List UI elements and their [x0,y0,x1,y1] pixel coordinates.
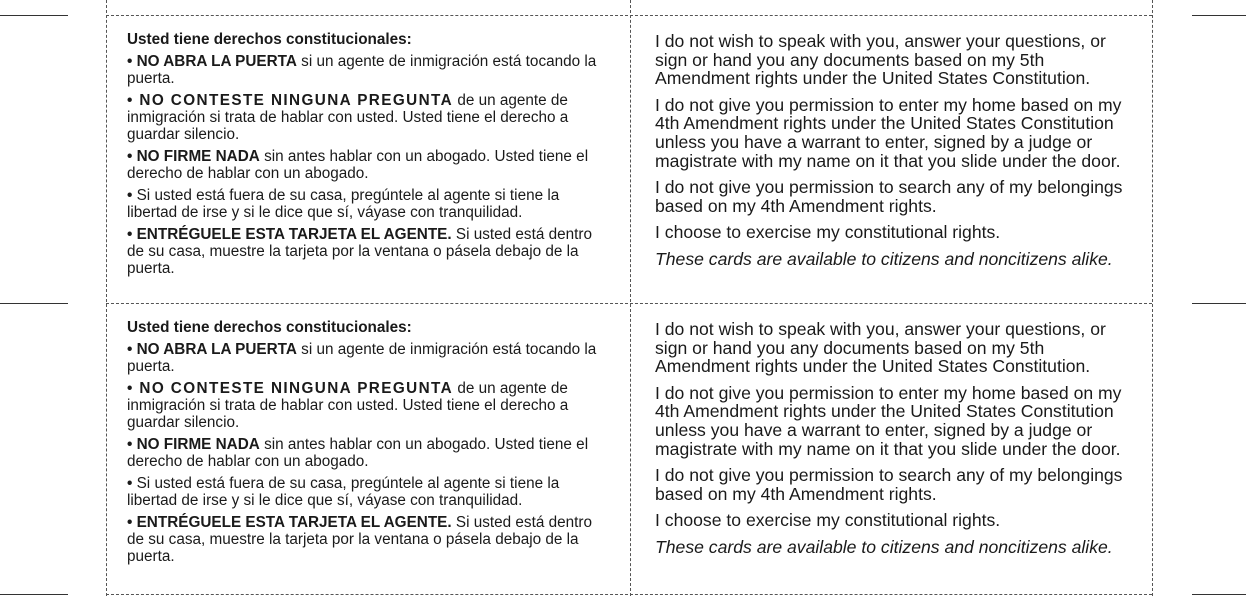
paragraph: I do not give you permission to enter my home based on my 4th Amendment rights under the United States Constitution unless you have a warrant to enter, signed by a judge or magistrate with my name on it that you slide under the door. [655,94,1122,171]
english-card [655,320,1135,565]
bullet: • ENTRÉGUELE ESTA TARJETA EL AGENTE. Si usted está dentro de su casa, muestre la tarjeta por la ventana o pásela debajo de la puerta. [127,514,592,565]
crop-mark [1192,15,1246,16]
cut-line [106,594,1152,595]
paragraph: I do not wish to speak with you, answer your questions, or sign or hand you any documents based on my 5th Amendment rights under the United States Constitution. [655,319,1106,377]
cut-line [630,0,631,596]
note: These cards are available to citizens and noncitizens alike. [655,248,1113,269]
bullet: • NO CONTESTE NINGUNA PREGUNTA de un agente de inmigración si trata de hablar con usted. Usted tiene el derecho a guardar silencio. [127,380,569,431]
card-title: Usted tiene derechos constitucionales: [127,319,412,336]
bullet: • NO FIRME NADA sin antes hablar con un abogado. Usted tiene el derecho de hablar con un abogado. [127,436,589,470]
cut-line [106,15,1152,16]
crop-mark [0,15,68,16]
paragraph: I choose to exercise my constitutional rights. [655,510,1001,531]
crop-mark [1192,303,1246,304]
spanish-card [127,31,612,282]
crop-mark [0,594,68,595]
card-title: Usted tiene derechos constitucionales: [127,31,412,48]
cut-line [1152,0,1153,596]
bullet: • NO CONTESTE NINGUNA PREGUNTA de un agente de inmigración si trata de hablar con usted. Usted tiene el derecho a guardar silencio. [127,92,569,143]
bullet: • Si usted está fuera de su casa, pregúntele al agente si tiene la libertad de irse y si le dice que sí, váyase con tranquilidad. [127,475,560,509]
crop-mark [1192,594,1246,595]
crop-mark [0,303,68,304]
cut-line [106,303,1152,304]
paragraph: I do not give you permission to search any of my belongings based on my 4th Amendment rights. [655,177,1123,216]
english-card [655,32,1135,277]
note: These cards are available to citizens and noncitizens alike. [655,536,1113,557]
bullet: • Si usted está fuera de su casa, pregúntele al agente si tiene la libertad de irse y si le dice que sí, váyase con tranquilidad. [127,187,560,221]
bullet: • NO FIRME NADA sin antes hablar con un abogado. Usted tiene el derecho de hablar con un abogado. [127,148,589,182]
cut-line [106,0,107,596]
paragraph: I do not give you permission to search any of my belongings based on my 4th Amendment rights. [655,465,1123,504]
bullet: • NO ABRA LA PUERTA si un agente de inmigración está tocando la puerta. [127,53,597,87]
paragraph: I do not give you permission to enter my home based on my 4th Amendment rights under the United States Constitution unless you have a warrant to enter, signed by a judge or magistrate with my name on it that you slide under the door. [655,382,1122,459]
spanish-card [127,319,612,570]
paragraph: I choose to exercise my constitutional rights. [655,222,1001,243]
bullet: • ENTRÉGUELE ESTA TARJETA EL AGENTE. Si usted está dentro de su casa, muestre la tarjeta por la ventana o pásela debajo de la puerta. [127,226,592,277]
paragraph: I do not wish to speak with you, answer your questions, or sign or hand you any documents based on my 5th Amendment rights under the United States Constitution. [655,31,1106,89]
bullet: • NO ABRA LA PUERTA si un agente de inmigración está tocando la puerta. [127,341,597,375]
